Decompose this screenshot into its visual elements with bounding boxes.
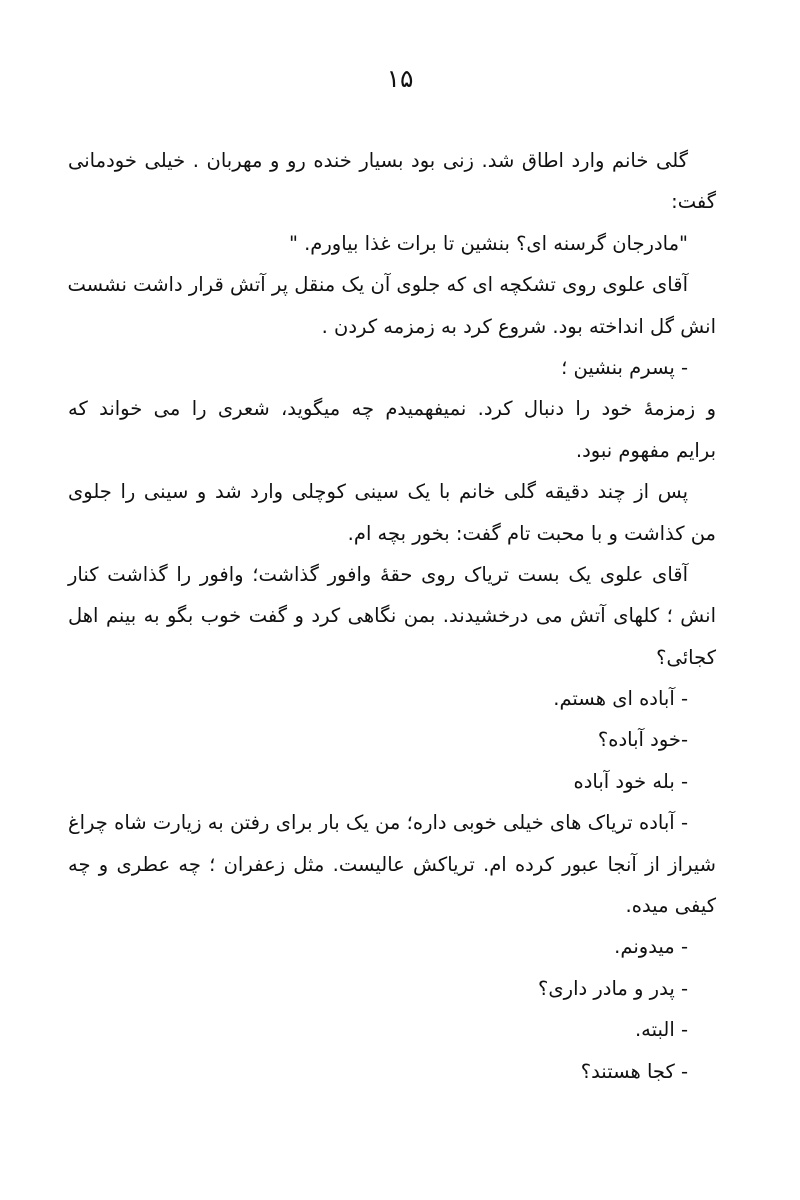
text-line: "مادرجان گرسنه ای؟ بنشین تا برات غذا بیاورم. " <box>288 231 688 255</box>
text-line: - پسرم بنشین ؛ <box>561 355 688 379</box>
text-line: - میدونم. <box>614 935 688 959</box>
text-body <box>68 140 716 1092</box>
text-line: - آباده تریاک های خیلی خوبی داره؛ من یک بار برای رفتن به زیارت شاه چراغ <box>68 811 688 835</box>
text-line: - کجا هستند؟ <box>580 1059 688 1083</box>
text-line: - بله خود آباده <box>573 769 688 793</box>
text-line: -خود آباده؟ <box>597 728 688 752</box>
text-line: کیفی میده. <box>625 894 716 918</box>
text-line: آقای علوی یک بست تریاک روی حقهٔ وافور گذاشت؛ وافور را گذاشت کنار <box>68 562 688 586</box>
text-line: انش ؛ کلهای آتش می درخشیدند. بمن نگاهی کرد و گفت خوب بگو به بینم اهل <box>68 604 716 628</box>
text-line: - پدر و مادر داری؟ <box>538 976 688 1000</box>
text-line: انش گل انداخته بود. شروع کرد به زمزمه کردن . <box>321 314 716 338</box>
text-line: آقای علوی روی تشکچه ای که جلوی آن یک منقل پر آتش قرار داشت نشست <box>67 273 688 297</box>
text-line: - البته. <box>634 1018 688 1042</box>
text-line: - آباده ای هستم. <box>553 687 688 711</box>
text-line: گفت: <box>671 190 716 214</box>
text-line: برایم مفهوم نبود. <box>575 438 716 462</box>
text-line: پس از چند دقیقه گلی خانم با یک سینی کوچلی وارد شد و سینی را جلوی <box>68 480 688 504</box>
text-line: و زمزمهٔ خود را دنبال کرد. نمیفهمیدم چه میگوید، شعری را می خواند که <box>68 397 716 421</box>
page-number: ۱۵ <box>386 64 414 93</box>
text-line: شیراز از آنجا عبور کرده ام. تریاکش عالیست. مثل زعفران ؛ چه عطری و چه <box>68 852 716 876</box>
text-line: من کذاشت و با محبت تام گفت: بخور بچه ام. <box>347 521 716 545</box>
text-line: گلی خانم وارد اطاق شد. زنی بود بسیار خنده رو و مهربان . خیلی خودمانی <box>68 149 688 172</box>
text-line: کجائی؟ <box>656 645 716 669</box>
